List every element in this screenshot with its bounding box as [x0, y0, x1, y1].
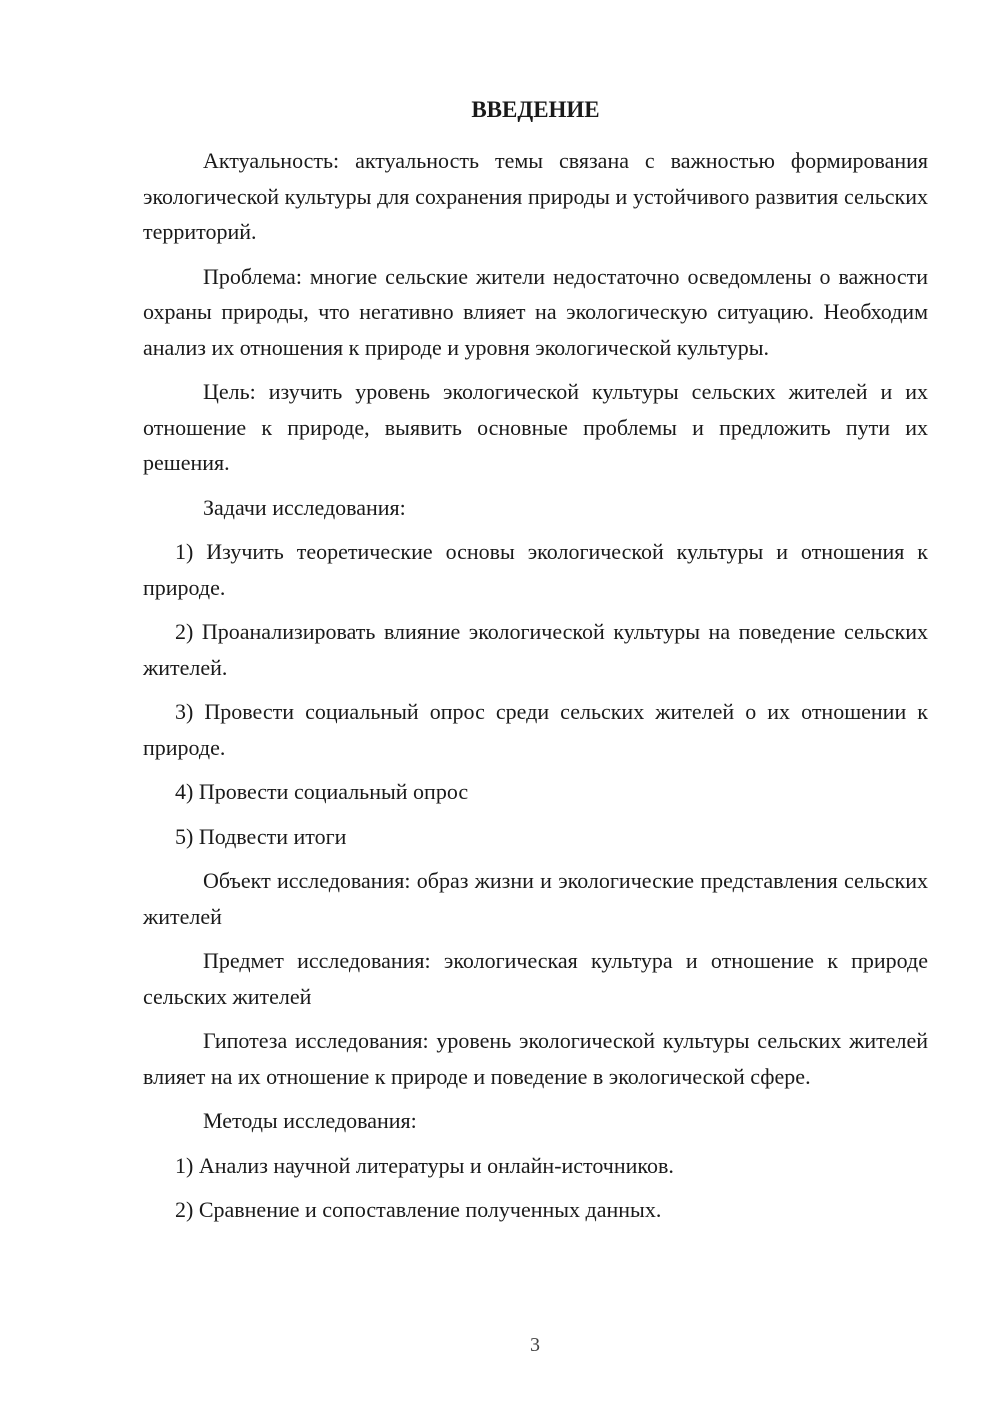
page-number: 3 [530, 1334, 540, 1356]
method-item-2: 2) Сравнение и сопоставление полученных данных. [175, 1197, 662, 1222]
object-paragraph: Объект исследования: образ жизни и экологические представления сельских жителей [143, 868, 928, 929]
relevance-paragraph: Актуальность: актуальность темы связана с важностью формирования экологической культуры для сохранения природы и устойчивого развития сельских территорий. [143, 148, 928, 244]
task-item-5: 5) Подвести итоги [175, 823, 347, 849]
tasks-heading: Задачи исследования: [203, 494, 406, 520]
document-page [143, 95, 928, 1237]
task-item-1: 1) Изучить теоретические основы экологической культуры и отношения к природе. [143, 539, 928, 600]
task-item-3: 3) Провести социальный опрос среди сельских жителей о их отношении к природе. [143, 699, 928, 760]
method-item-1: 1) Анализ научной литературы и онлайн-источников. [175, 1152, 674, 1178]
subject-paragraph: Предмет исследования: экологическая культура и отношение к природе сельских жителей [143, 948, 928, 1009]
goal-paragraph: Цель: изучить уровень экологической культуры сельских жителей и их отношение к природе, выявить основные проблемы и предложить пути их решения. [143, 379, 928, 475]
hypothesis-paragraph: Гипотеза исследования: уровень экологической культуры сельских жителей влияет на их отношение к природе и поведение в экологической сфере. [143, 1028, 928, 1089]
task-item-2: 2) Проанализировать влияние экологической культуры на поведение сельских жителей. [143, 619, 928, 680]
task-item-4: 4) Провести социальный опрос [175, 779, 469, 804]
methods-heading: Методы исследования: [203, 1108, 417, 1133]
document-title: ВВЕДЕНИЕ [471, 97, 600, 122]
problem-paragraph: Проблема: многие сельские жители недостаточно осведомлены о важности охраны природы, что негативно влияет на экологическую ситуацию. Необходим анализ их отношения к природе и уровня экологической культуры. [143, 263, 928, 360]
